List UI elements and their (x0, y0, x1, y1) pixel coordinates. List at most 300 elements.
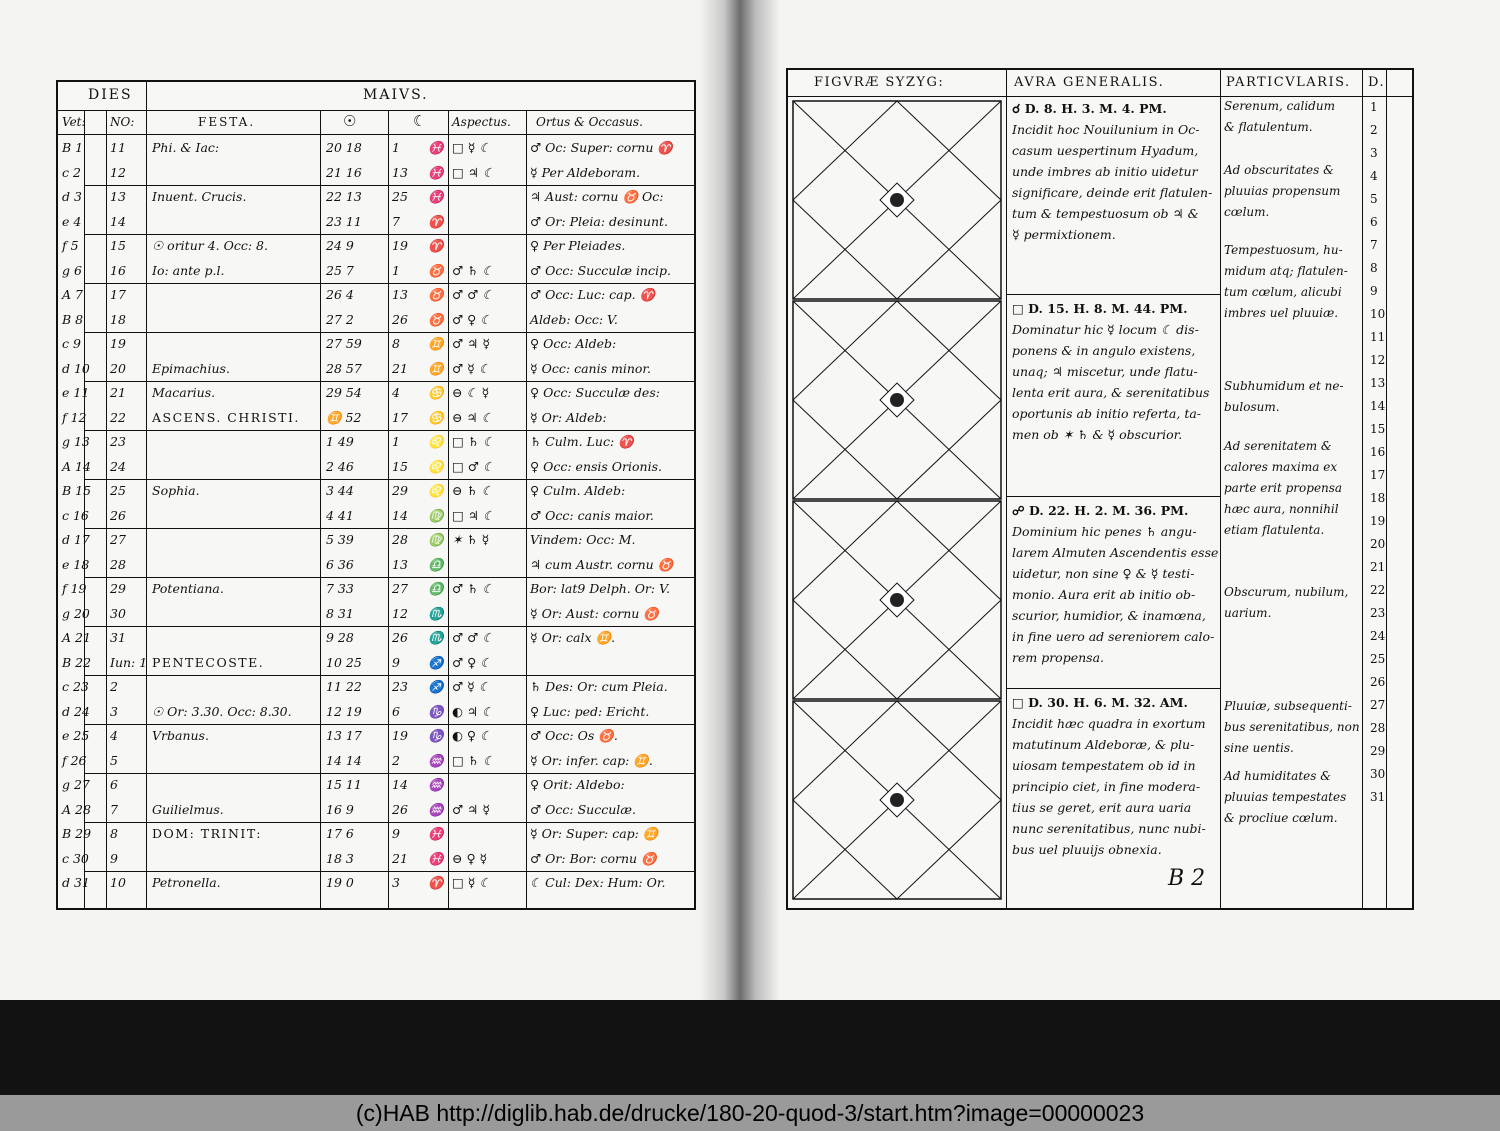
cell-sun-degrees: 17 6 (326, 826, 354, 841)
text-line: principio ciet, in fine modera- (1012, 779, 1201, 794)
cell-moon-sign: ♐ (428, 654, 444, 670)
cell-sun-degrees: 7 33 (326, 581, 354, 596)
cell-no: 9 (110, 850, 118, 866)
cell-vet: g 6 (62, 262, 82, 278)
cell-ortus-occasus: ☾ Cul: Dex: Hum: Or. (530, 875, 666, 890)
cell-sun-degrees: 4 41 (326, 507, 354, 523)
cell-moon-degrees: 2 (392, 752, 400, 768)
cell-moon-degrees: 13 (392, 556, 408, 572)
text-line: monio. Aura erit ab initio ob- (1012, 587, 1196, 602)
particularis-entry (1224, 696, 1360, 759)
text-line: rem propensa. (1012, 650, 1104, 665)
text-line: unaq; ♃ miscetur, unde flatu- (1012, 364, 1198, 379)
cell-vet: d 3 (62, 189, 82, 204)
cell-moon-degrees: 14 (392, 777, 408, 792)
cell-aspectus: ♂ ♀ ☾ (452, 654, 492, 670)
text-line: nunc serenitatibus, nunc nubi- (1012, 821, 1206, 836)
cell-no: 28 (110, 556, 126, 572)
square-chart-diagram (792, 300, 1002, 500)
table-row (58, 506, 694, 527)
table-row (58, 873, 694, 894)
cell-festa: ☉ Or: 3.30. Occ: 8.30. (152, 703, 292, 719)
section-rule (1006, 496, 1220, 497)
section-rule (1006, 688, 1220, 689)
cell-moon-sign: ♉ (428, 311, 444, 327)
cell-moon-degrees: 26 (392, 311, 408, 327)
cell-vet: c 2 (62, 164, 81, 180)
column-rule (1006, 70, 1007, 908)
text-line: bus uel pluuijs obnexia. (1012, 842, 1162, 857)
horoscope-figure-1 (792, 100, 1002, 300)
cell-festa: Io: ante p.l. (152, 262, 225, 278)
cell-ortus-occasus: ♂ Or: Bor: cornu ♉ (530, 850, 657, 866)
table-row (58, 653, 694, 674)
cell-no: 18 (110, 311, 126, 327)
cell-sun-degrees: 5 39 (326, 532, 354, 547)
sun-symbol-icon: ☉ (343, 112, 357, 130)
cell-sun-degrees: 25 7 (326, 262, 354, 278)
cell-sun-degrees: 10 25 (326, 654, 362, 670)
cell-moon-degrees: 19 (392, 728, 408, 743)
day-number: 22 (1370, 583, 1386, 597)
cell-ortus-occasus: ☿ Or: infer. cap: ♊. (530, 752, 653, 768)
cell-vet: d 31 (62, 875, 90, 890)
table-row (58, 702, 694, 723)
cell-moon-degrees: 7 (392, 213, 400, 229)
text-line: lenta erit aura, & serenitatibus (1012, 385, 1210, 400)
text-line: uidetur, non sine ♀ & ☿ testi- (1012, 566, 1195, 581)
row-pair-rule (84, 626, 696, 627)
cell-no: 15 (110, 238, 126, 253)
cell-ortus-occasus: ☿ Per Aldeboram. (530, 164, 641, 180)
cell-moon-degrees: 1 (392, 434, 400, 449)
cell-vet: d 10 (62, 360, 90, 376)
table-row (58, 163, 694, 184)
text-line: Pluuiæ, subsequenti- (1224, 699, 1352, 713)
row-pair-rule (84, 430, 696, 431)
cell-moon-sign: ♋ (428, 385, 444, 400)
cell-moon-sign: ♊ (428, 360, 444, 376)
particularis-entry (1224, 766, 1346, 829)
cell-vet: e 4 (62, 213, 82, 229)
text-line: uiosam tempestatem ob id in (1012, 758, 1196, 773)
cell-ortus-occasus: ♀ Occ: ensis Orionis. (530, 458, 662, 474)
cell-vet: e 11 (62, 385, 90, 400)
cell-aspectus: □ ♃ ☾ (452, 164, 495, 180)
cell-no: 12 (110, 164, 126, 180)
cell-moon-sign: ♉ (428, 287, 444, 302)
day-number: 4 (1370, 169, 1378, 183)
square-chart-diagram (792, 100, 1002, 300)
table-row (58, 334, 694, 355)
particularis-entry (1224, 240, 1348, 324)
cell-vet: f 19 (62, 581, 87, 596)
text-line: unde imbres ab initio uidetur (1012, 164, 1198, 179)
table-row (58, 726, 694, 747)
cell-moon-sign: ♋ (428, 409, 444, 425)
aura-generalis-entry (1012, 98, 1212, 245)
cell-moon-degrees: 26 (392, 801, 408, 817)
left-page-calendar-table (56, 80, 696, 910)
aura-generalis-entry (1012, 500, 1218, 668)
cell-moon-sign: ♈ (428, 875, 444, 890)
cell-moon-sign: ♉ (428, 262, 444, 278)
cell-festa: ☉ oritur 4. Occ: 8. (152, 238, 268, 253)
day-number: 7 (1370, 238, 1378, 252)
cell-no: 21 (110, 385, 126, 400)
table-row (58, 800, 694, 821)
cell-ortus-occasus: ♄ Des: Or: cum Pleia. (530, 679, 668, 694)
cell-aspectus: ⊖ ☾ ☿ (452, 385, 490, 400)
day-number: 15 (1370, 422, 1386, 436)
cell-no: 14 (110, 213, 126, 229)
horoscope-figure-4 (792, 700, 1002, 900)
text-line: Tempestuosum, hu- (1224, 243, 1343, 257)
day-number: 6 (1370, 215, 1378, 229)
row-pair-rule (84, 479, 696, 480)
table-row (58, 628, 694, 649)
cell-festa: Epimachius. (152, 360, 230, 376)
cell-moon-degrees: 13 (392, 287, 408, 302)
cell-moon-sign: ♑ (428, 703, 444, 719)
table-row (58, 849, 694, 870)
cell-ortus-occasus: ♂ Occ: Luc: cap. ♈ (530, 287, 656, 302)
cell-aspectus: ♂ ♀ ☾ (452, 311, 492, 327)
cell-no: 19 (110, 336, 126, 351)
cell-aspectus: ♂ ♃ ☿ (452, 336, 491, 351)
text-line: Incidit hoc Nouilunium in Oc- (1012, 122, 1200, 137)
text-line: ponens & in angulo existens, (1012, 343, 1196, 358)
cell-moon-sign: ♓ (428, 189, 444, 204)
cell-vet: e 25 (62, 728, 90, 743)
cell-sun-degrees: 9 28 (326, 630, 354, 645)
text-line: casum uespertinum Hyadum, (1012, 143, 1199, 158)
cell-ortus-occasus: ♀ Luc: ped: Ericht. (530, 703, 650, 719)
cell-aspectus: ♂ ♂ ☾ (452, 630, 494, 645)
day-number: 14 (1370, 399, 1386, 413)
row-pair-rule (84, 185, 696, 186)
row-pair-rule (84, 577, 696, 578)
text-line: hæc aura, nonnihil (1224, 502, 1339, 516)
table-row (58, 530, 694, 551)
cell-moon-sign: ♊ (428, 336, 444, 351)
text-line: Dominatur hic ☿ locum ☾ dis- (1012, 322, 1199, 337)
cell-moon-degrees: 28 (392, 532, 408, 547)
cell-ortus-occasus: ☿ Or: Aldeb: (530, 409, 607, 425)
cell-ortus-occasus: ♀ Per Pleiades. (530, 238, 626, 253)
text-line: uarium. (1224, 606, 1272, 620)
cell-vet: A 7 (62, 287, 83, 302)
cell-sun-degrees: 21 16 (326, 164, 362, 180)
cell-moon-degrees: 23 (392, 679, 408, 694)
text-line: Subhumidum et ne- (1224, 379, 1344, 393)
cell-ortus-occasus: ♂ Or: Pleia: desinunt. (530, 213, 668, 229)
cell-moon-degrees: 17 (392, 409, 408, 425)
cell-aspectus: ◐ ♀ ☾ (452, 728, 492, 743)
cell-aspectus: ♂ ☿ ☾ (452, 679, 491, 694)
cell-no: 7 (110, 801, 118, 817)
cell-moon-degrees: 14 (392, 507, 408, 523)
cell-aspectus: ♂ ♄ ☾ (452, 581, 494, 596)
header-particularis: PARTICVLARIS. (1226, 75, 1351, 90)
cell-sun-degrees: 12 19 (326, 703, 362, 719)
cell-no: 13 (110, 189, 126, 204)
cell-moon-sign: ♓ (428, 850, 444, 866)
header-festa: FESTA. (198, 115, 256, 129)
cell-aspectus: ⊖ ♀ ☿ (452, 850, 488, 866)
cell-sun-degrees: 15 11 (326, 777, 362, 792)
cell-no: 22 (110, 409, 126, 425)
day-number: 19 (1370, 514, 1386, 528)
text-line: tum cœlum, alicubi (1224, 285, 1342, 299)
cell-festa: PENTECOSTE. (152, 654, 265, 670)
cell-ortus-occasus: ♃ Aust: cornu ♉ Oc: (530, 189, 664, 204)
cell-no: 29 (110, 581, 126, 596)
cell-aspectus: ✶ ♄ ☿ (452, 532, 490, 547)
cell-sun-degrees: 2 46 (326, 458, 354, 474)
text-line: Incidit hæc quadra in exortum (1012, 716, 1206, 731)
day-number: 8 (1370, 261, 1378, 275)
cell-sun-degrees: 13 17 (326, 728, 362, 743)
cell-aspectus: □ ☿ ☾ (452, 140, 491, 155)
cell-ortus-occasus: ♂ Occ: canis maior. (530, 507, 654, 523)
cell-ortus-occasus: ☿ Or: calx ♊. (530, 630, 616, 645)
text-line: Obscurum, nubilum, (1224, 585, 1349, 599)
text-line: Ad obscuritates & (1224, 163, 1334, 177)
cell-sun-degrees: 1 49 (326, 434, 354, 449)
text-line: bulosum. (1224, 400, 1280, 414)
scan-background (0, 1000, 1500, 1095)
particularis-entry (1224, 376, 1344, 418)
cell-aspectus: ⊖ ♃ ☾ (452, 409, 493, 425)
day-number: 1 (1370, 100, 1378, 114)
text-line: pluuias tempestates (1224, 790, 1347, 804)
syzygy-heading: ☌ D. 8. H. 3. M. 4. PM. (1012, 101, 1167, 116)
syzygy-heading: ☍ D. 22. H. 2. M. 36. PM. (1012, 503, 1189, 518)
cell-moon-sign: ♐ (428, 679, 444, 694)
cell-sun-degrees: 27 2 (326, 311, 354, 327)
row-pair-rule (84, 332, 696, 333)
horoscope-figure-2 (792, 300, 1002, 500)
column-rule (1386, 70, 1387, 908)
cell-moon-degrees: 27 (392, 581, 408, 596)
day-number: 9 (1370, 284, 1378, 298)
cell-festa: DOM: TRINIT: (152, 826, 262, 841)
cell-no: 8 (110, 826, 118, 841)
text-line: etiam flatulenta. (1224, 523, 1325, 537)
cell-no: 4 (110, 728, 118, 743)
cell-moon-degrees: 4 (392, 385, 400, 400)
cell-moon-sign: ♒ (428, 801, 444, 817)
cell-no: Iun: 1 (110, 654, 148, 670)
aura-generalis-entry (1012, 298, 1209, 445)
header-ortus: Ortus & Occasus. (536, 115, 643, 129)
day-number: 2 (1370, 123, 1378, 137)
day-number: 11 (1370, 330, 1386, 344)
cell-vet: A 28 (62, 801, 91, 817)
cell-ortus-occasus: Bor: lat9 Delph. Or: V. (530, 581, 670, 596)
cell-ortus-occasus: Vindem: Occ: M. (530, 532, 636, 547)
cell-sun-degrees: 22 13 (326, 189, 362, 204)
column-rule (1220, 70, 1221, 908)
cell-moon-degrees: 21 (392, 360, 408, 376)
cell-vet: e 18 (62, 556, 90, 572)
cell-moon-degrees: 19 (392, 238, 408, 253)
cell-sun-degrees: 6 36 (326, 556, 354, 572)
header-aspectus: Aspectus. (452, 115, 511, 129)
cell-vet: g 13 (62, 434, 90, 449)
row-pair-rule (84, 675, 696, 676)
cell-vet: B 1 (62, 140, 84, 155)
cell-no: 3 (110, 703, 118, 719)
cell-no: 20 (110, 360, 126, 376)
cell-ortus-occasus: ♂ Occ: Os ♉. (530, 728, 618, 743)
row-pair-rule (84, 724, 696, 725)
month-label: MAIVS. (363, 87, 429, 103)
particularis-entry (1224, 582, 1348, 624)
cell-aspectus: ⊖ ♄ ☾ (452, 483, 493, 498)
table-row (58, 775, 694, 796)
cell-moon-sign: ♓ (428, 140, 444, 155)
day-number: 21 (1370, 560, 1386, 574)
table-row (58, 261, 694, 282)
table-row (58, 236, 694, 257)
cell-sun-degrees: 26 4 (326, 287, 354, 302)
cell-festa: Sophia. (152, 483, 200, 498)
table-row (58, 579, 694, 600)
table-row (58, 383, 694, 404)
cell-ortus-occasus: ♃ cum Austr. cornu ♉ (530, 556, 674, 572)
cell-no: 17 (110, 287, 126, 302)
text-line: matutinum Aldeboræ, & plu- (1012, 737, 1195, 752)
day-number: 28 (1370, 721, 1386, 735)
cell-sun-degrees: 19 0 (326, 875, 354, 890)
day-number: 13 (1370, 376, 1386, 390)
text-line: Dominium hic penes ♄ angu- (1012, 524, 1197, 539)
source-url-footer: (c)HAB http://diglib.hab.de/drucke/180-20-quod-3/start.htm?image=00000023 (0, 1095, 1500, 1131)
day-number: 18 (1370, 491, 1386, 505)
cell-moon-sign: ♒ (428, 777, 444, 792)
text-line: bus serenitatibus, non (1224, 720, 1360, 734)
page-signature: B 2 (1168, 866, 1206, 891)
cell-aspectus: ♂ ♃ ☿ (452, 801, 491, 817)
table-row (58, 285, 694, 306)
cell-sun-degrees: 18 3 (326, 850, 354, 866)
cell-vet: A 14 (62, 458, 91, 474)
cell-no: 25 (110, 483, 126, 498)
cell-moon-degrees: 26 (392, 630, 408, 645)
square-chart-diagram (792, 700, 1002, 900)
table-row (58, 751, 694, 772)
cell-vet: B 8 (62, 311, 84, 327)
day-number: 25 (1370, 652, 1386, 666)
cell-aspectus: □ ♃ ☾ (452, 507, 495, 523)
day-number: 27 (1370, 698, 1386, 712)
table-row (58, 604, 694, 625)
cell-vet: B 15 (62, 483, 92, 498)
text-line: men ob ✶ ♄ & ☿ obscurior. (1012, 427, 1183, 442)
cell-sun-degrees: ♊ 52 (326, 409, 362, 425)
cell-sun-degrees: 20 18 (326, 140, 362, 155)
cell-moon-sign: ♈ (428, 213, 444, 229)
cell-festa: Petronella. (152, 875, 221, 890)
cell-ortus-occasus: ♀ Occ: Aldeb: (530, 336, 617, 351)
day-number: 5 (1370, 192, 1378, 206)
cell-vet: c 9 (62, 336, 81, 351)
row-pair-rule (84, 234, 696, 235)
text-line: Ad serenitatem & (1224, 439, 1332, 453)
text-line: significare, deinde erit flatulen- (1012, 185, 1213, 200)
table-row (58, 212, 694, 233)
text-line: oportunis ab initio referta, ta- (1012, 406, 1202, 421)
cell-moon-sign: ♈ (428, 238, 444, 253)
cell-moon-degrees: 12 (392, 605, 408, 621)
text-line: parte erit propensa (1224, 481, 1343, 495)
row-pair-rule (84, 528, 696, 529)
day-number: 16 (1370, 445, 1386, 459)
cell-aspectus: ◐ ♃ ☾ (452, 703, 494, 719)
table-row (58, 310, 694, 331)
cell-festa: Macarius. (152, 385, 216, 400)
header-no: NO: (110, 115, 135, 129)
cell-sun-degrees: 14 14 (326, 752, 362, 768)
day-number: 26 (1370, 675, 1386, 689)
cell-ortus-occasus: ♀ Orit: Aldebo: (530, 777, 625, 792)
cell-sun-degrees: 11 22 (326, 679, 362, 694)
cell-no: 27 (110, 532, 126, 547)
cell-moon-sign: ♎ (428, 581, 444, 596)
cell-no: 2 (110, 679, 118, 694)
cell-festa: Vrbanus. (152, 728, 209, 743)
text-line: scurior, humidior, & inamœna, (1012, 608, 1206, 623)
moon-symbol-icon: ☾ (413, 112, 427, 130)
cell-aspectus: ♂ ♂ ☾ (452, 287, 494, 302)
cell-aspectus: □ ☿ ☾ (452, 875, 491, 890)
table-row (58, 824, 694, 845)
cell-ortus-occasus: ♀ Culm. Aldeb: (530, 483, 626, 498)
horoscope-figure-3 (792, 500, 1002, 700)
day-number: 17 (1370, 468, 1386, 482)
text-line: pluuias propensum (1224, 184, 1341, 198)
cell-no: 6 (110, 777, 118, 792)
cell-ortus-occasus: ♀ Occ: Succulæ des: (530, 385, 660, 400)
cell-no: 5 (110, 752, 118, 768)
cell-no: 30 (110, 605, 126, 621)
table-row (58, 457, 694, 478)
cell-moon-sign: ♑ (428, 728, 444, 743)
row-pair-rule (84, 822, 696, 823)
syzygy-heading: □ D. 30. H. 6. M. 32. AM. (1012, 695, 1188, 710)
cell-moon-sign: ♓ (428, 826, 444, 841)
cell-no: 10 (110, 875, 126, 890)
row-pair-rule (84, 871, 696, 872)
cell-vet: B 29 (62, 826, 92, 841)
cell-sun-degrees: 29 54 (326, 385, 362, 400)
table-row (58, 359, 694, 380)
left-page-title-row (58, 82, 694, 111)
cell-festa: ASCENS. CHRISTI. (152, 409, 300, 425)
cell-sun-degrees: 8 31 (326, 605, 354, 621)
day-number: 20 (1370, 537, 1386, 551)
cell-aspectus: □ ♄ ☾ (452, 434, 495, 449)
header-d: D. (1368, 75, 1386, 90)
right-page-weather-table (786, 68, 1414, 910)
cell-no: 23 (110, 434, 126, 449)
day-number: 29 (1370, 744, 1386, 758)
row-pair-rule (84, 381, 696, 382)
cell-moon-degrees: 9 (392, 826, 400, 841)
cell-aspectus: ♂ ☿ ☾ (452, 360, 491, 376)
